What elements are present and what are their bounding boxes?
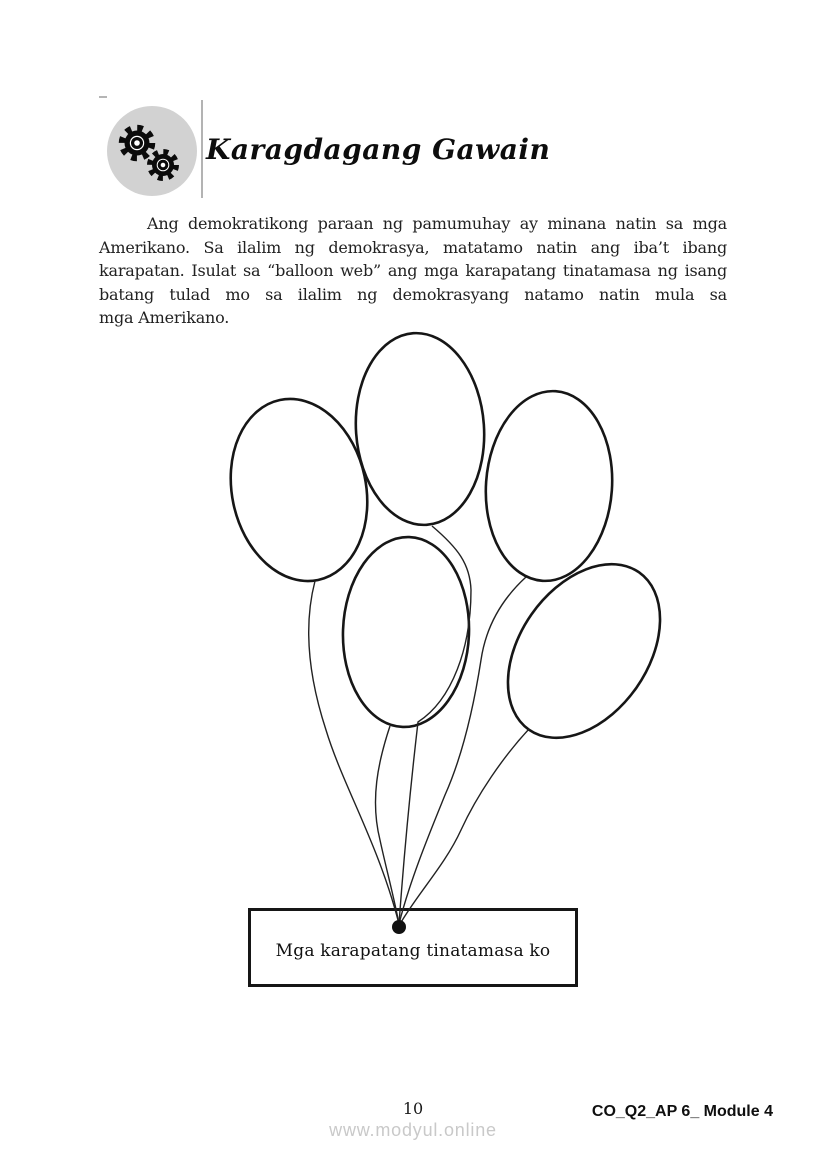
instructions-line: mga Amerikano. bbox=[99, 308, 230, 327]
page-corner-mark bbox=[99, 96, 107, 98]
gears-icon bbox=[107, 106, 197, 196]
instructions-line: Ang demokratikong paraan ng pamumuhay ay minana natin sa mga bbox=[147, 214, 727, 233]
balloon-string bbox=[399, 526, 471, 924]
balloon-blank bbox=[214, 386, 383, 594]
instructions-line: karapatan. Isulat sa “balloon web” ang mga karapatang tinatamasa ng isang bbox=[99, 261, 727, 280]
balloon-string bbox=[309, 581, 399, 924]
balloon-string bbox=[375, 726, 399, 924]
section-title: Karagdagang Gawain bbox=[206, 133, 551, 166]
balloon-blank bbox=[340, 535, 473, 729]
watermark-text: www.modyul.online bbox=[329, 1120, 497, 1140]
header-separator-line bbox=[201, 100, 203, 198]
module-code: CO_Q2_AP 6_ Module 4 bbox=[591, 1103, 773, 1120]
center-box-label: Mga karapatang tinatamasa ko bbox=[275, 940, 551, 961]
balloon-blank bbox=[349, 329, 490, 529]
instructions-paragraph bbox=[99, 212, 727, 330]
balloon-string bbox=[399, 577, 526, 924]
instructions-line: Amerikano. Sa ilalim ng demokrasya, matatamo natin ang iba’t ibang bbox=[99, 237, 727, 257]
page-number: 10 bbox=[402, 1099, 424, 1118]
balloon-blank bbox=[480, 387, 619, 585]
balloon-blank bbox=[477, 536, 692, 767]
balloon-string bbox=[400, 729, 529, 924]
activity-icon bbox=[107, 106, 197, 196]
icon-circle bbox=[107, 106, 197, 196]
instructions-line: batang tulad mo sa ilalim ng demokrasyang natamo natin mula sa bbox=[99, 284, 727, 304]
balloon-web-center-box bbox=[248, 908, 578, 987]
